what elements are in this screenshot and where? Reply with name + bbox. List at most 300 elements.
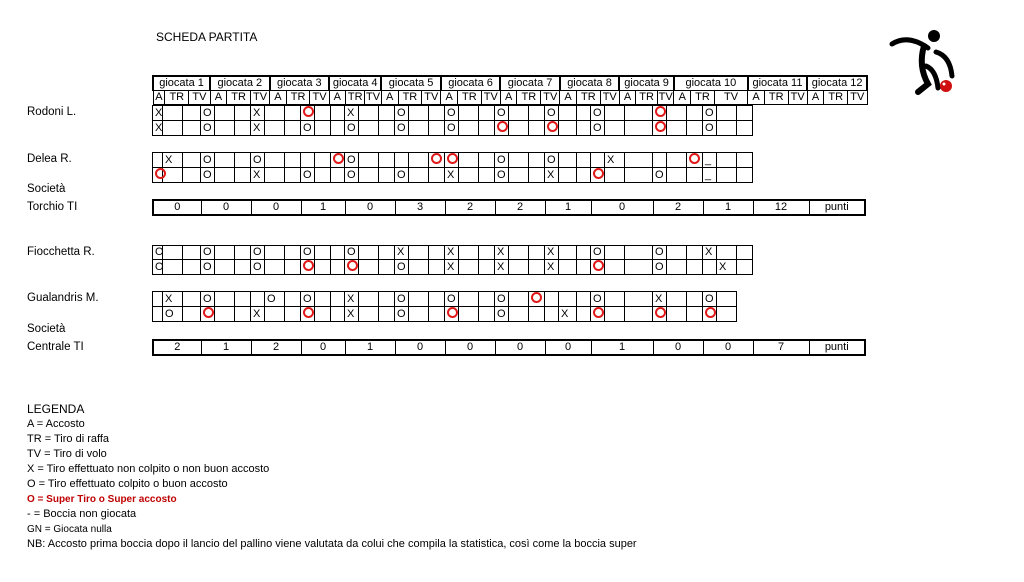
shot-cell (509, 246, 529, 260)
shot-cell (667, 106, 687, 121)
shot-cell (265, 121, 285, 136)
shot-cell (509, 153, 529, 168)
shot-mark: X (497, 260, 505, 273)
shot-row (153, 106, 753, 121)
shot-cell (409, 153, 429, 168)
super-mark (689, 153, 700, 164)
shot-cell (379, 121, 395, 136)
shot-row (153, 307, 753, 322)
shot-cell (591, 292, 605, 307)
shot-cell (667, 292, 687, 307)
shot-cell (653, 246, 667, 260)
shot-mark: O (303, 246, 312, 258)
shot-mark: X (347, 292, 355, 305)
shot-cell (479, 153, 495, 168)
shot-cell (163, 292, 183, 307)
shot-cell (559, 121, 577, 136)
shot-cell (163, 246, 183, 260)
giocata-score: 1 (345, 340, 395, 355)
shot-mark: O (497, 307, 506, 320)
shot-cell (201, 292, 215, 307)
legend-o: O = Tiro effettuato colpito o buon accosto (27, 478, 228, 490)
shot-cell (653, 153, 667, 168)
shot-mark: O (267, 292, 276, 305)
shot-cell (495, 246, 509, 260)
shot-cell (529, 307, 545, 322)
shot-cell (703, 106, 717, 121)
giocata-header: giocata 11 (748, 76, 807, 91)
shot-cell (301, 106, 315, 121)
shot-mark: O (347, 121, 356, 134)
shot-cell (509, 292, 529, 307)
shot-cell (545, 121, 559, 136)
shot-cell (183, 153, 201, 168)
shot-cell (183, 121, 201, 136)
shot-cell (479, 307, 495, 322)
shot-cell (429, 292, 445, 307)
shot-cell (235, 106, 251, 121)
shot-cell (687, 121, 703, 136)
shot-cell (429, 260, 445, 275)
shot-cell (315, 153, 331, 168)
shot-cell (625, 153, 653, 168)
shot-cell (509, 307, 529, 322)
shot-mark: O (397, 106, 406, 119)
shot-mark: O (447, 292, 456, 305)
subcol-tr: TR (457, 91, 481, 105)
giocata-score: 0 (495, 340, 545, 355)
shot-cell (605, 121, 625, 136)
shot-cell (201, 153, 215, 168)
shot-cell (153, 121, 163, 136)
shot-cell (201, 106, 215, 121)
shot-cell (559, 246, 577, 260)
shot-cell (667, 307, 687, 322)
legend (27, 402, 637, 552)
shot-mark: O (397, 121, 406, 134)
shot-cell (315, 292, 331, 307)
shot-cell (183, 246, 201, 260)
super-mark (655, 307, 666, 318)
giocata-header: giocata 7 (500, 76, 559, 91)
shot-cell (717, 292, 737, 307)
shot-mark: X (547, 168, 555, 181)
shot-cell (559, 260, 577, 275)
giocata-score: 2 (653, 200, 703, 215)
shot-cell (509, 260, 529, 275)
shot-cell (153, 168, 163, 183)
giocata-header: giocata 1 (153, 76, 210, 91)
shot-cell (445, 106, 459, 121)
shot-cell (717, 121, 737, 136)
shot-cell (495, 292, 509, 307)
super-mark (655, 106, 666, 117)
shot-cell (605, 246, 625, 260)
shot-cell (459, 121, 479, 136)
giocata-score: 1 (545, 200, 591, 215)
giocata-score: 2 (251, 340, 301, 355)
shot-cell (605, 106, 625, 121)
shot-mark: X (165, 292, 173, 305)
shot-cell (409, 246, 429, 260)
shot-cell (459, 260, 479, 275)
shot-cell (265, 246, 285, 260)
shot-cell (445, 121, 459, 136)
shot-cell (331, 168, 345, 183)
shot-mark: X (253, 106, 261, 119)
subcol-a: A (619, 91, 636, 105)
shot-cell (215, 121, 235, 136)
shot-cell (251, 106, 265, 121)
shot-cell (183, 292, 201, 307)
shot-cell (395, 121, 409, 136)
giocata-score: 0 (153, 200, 201, 215)
shot-cell (315, 260, 331, 275)
shot-cell (285, 121, 301, 136)
shot-cell (717, 246, 737, 260)
shot-cell (577, 168, 591, 183)
shot-cell (687, 307, 703, 322)
shot-cell (163, 106, 183, 121)
shot-cell (285, 292, 301, 307)
shot-cell (605, 260, 625, 275)
shot-mark: O (203, 121, 212, 134)
shot-cell (687, 153, 703, 168)
shot-cell (315, 121, 331, 136)
subcol-tr: TR (576, 91, 600, 105)
shot-cell (301, 168, 315, 183)
shot-cell (409, 121, 429, 136)
shot-cell (201, 246, 215, 260)
shot-cell (459, 153, 479, 168)
shot-mark: O (655, 168, 664, 181)
shot-cell (215, 168, 235, 183)
shot-mark: O (347, 246, 356, 258)
shot-cell (201, 168, 215, 183)
subcol-tv: TV (481, 91, 500, 105)
shot-cell (495, 168, 509, 183)
shot-mark: O (497, 153, 506, 166)
shot-cell (529, 246, 545, 260)
shot-cell (315, 168, 331, 183)
subcol-tr: TR (636, 91, 657, 105)
shot-cell (559, 168, 577, 183)
shot-cell (429, 168, 445, 183)
shot-cell (591, 168, 605, 183)
super-mark (531, 292, 542, 303)
shot-cell (409, 292, 429, 307)
giocata-header: giocata 6 (441, 76, 500, 91)
shot-cell (737, 106, 753, 121)
shot-cell (445, 168, 459, 183)
shot-cell (235, 246, 251, 260)
shot-cell (625, 168, 653, 183)
bocce-player-icon (888, 26, 962, 96)
shot-cell (153, 307, 163, 322)
shot-cell (265, 292, 285, 307)
legend-x: X = Tiro effettuato non colpito o non buon accosto (27, 463, 270, 475)
shot-cell (379, 168, 395, 183)
shot-cell (591, 246, 605, 260)
super-mark (431, 153, 442, 164)
shot-mark: O (253, 153, 262, 166)
shot-cell (251, 260, 265, 275)
shot-cell (379, 260, 395, 275)
shot-cell (301, 121, 315, 136)
shot-mark: X (607, 153, 615, 166)
shot-cell (331, 106, 345, 121)
shot-mark: O (447, 121, 456, 134)
subcol-a: A (210, 91, 227, 105)
shot-cell (409, 168, 429, 183)
shot-cell (625, 260, 653, 275)
shot-mark: O (165, 307, 174, 320)
shot-cell (577, 153, 591, 168)
shot-cell (201, 307, 215, 322)
societa-label: Società (27, 323, 66, 335)
shot-row (153, 246, 753, 260)
giocata-score: 1 (591, 340, 653, 355)
shot-mark: O (253, 260, 262, 273)
shot-cell (687, 106, 703, 121)
shot-cell (529, 260, 545, 275)
shot-cell (577, 121, 591, 136)
shot-cell (717, 168, 737, 183)
shot-cell (545, 153, 559, 168)
shot-cell (625, 246, 653, 260)
shot-cell (331, 260, 345, 275)
shot-mark: O (347, 168, 356, 181)
shot-cell (379, 153, 395, 168)
shot-row (153, 153, 753, 168)
shot-cell (215, 292, 235, 307)
shot-cell (667, 168, 687, 183)
shot-mark: X (155, 121, 163, 134)
super-mark (447, 307, 458, 318)
shot-cell (591, 121, 605, 136)
player-name: Rodoni L. (27, 106, 77, 118)
giocata-header: giocata 12 (807, 76, 867, 91)
subcol-tv: TV (848, 91, 867, 105)
shot-mark: X (397, 246, 405, 258)
shot-cell (667, 121, 687, 136)
giocata-header: giocata 4 (329, 76, 381, 91)
legend-accosto: A = Accosto (27, 418, 85, 430)
shot-mark: _ (705, 153, 712, 166)
shot-cell (479, 292, 495, 307)
shot-cell (479, 106, 495, 121)
giocate-header (152, 75, 868, 105)
shot-cell (345, 307, 359, 322)
shot-cell (345, 292, 359, 307)
shot-cell (359, 260, 379, 275)
shot-cell (605, 168, 625, 183)
shot-cell (479, 121, 495, 136)
shot-cell (717, 307, 737, 322)
subcol-tr: TR (824, 91, 848, 105)
legend-super: O = Super Tiro o Super accosto (27, 494, 177, 505)
giocata-header: giocata 8 (560, 76, 619, 91)
player-grid (152, 291, 753, 322)
shot-cell (591, 307, 605, 322)
shot-mark: X (497, 246, 505, 258)
shot-mark: O (347, 153, 356, 166)
super-mark (303, 106, 314, 117)
legend-dash: - = Boccia non giocata (27, 508, 137, 520)
shot-cell (625, 292, 653, 307)
giocata-score: 0 (591, 200, 653, 215)
giocata-score: 1 (301, 200, 345, 215)
player-grid (152, 152, 753, 183)
shot-mark: X (447, 260, 455, 273)
shot-cell (201, 121, 215, 136)
shot-cell (265, 168, 285, 183)
shot-cell (359, 121, 379, 136)
shot-cell (703, 307, 717, 322)
shot-cell (251, 246, 265, 260)
shot-mark: X (347, 307, 355, 320)
shot-cell (495, 307, 509, 322)
shot-cell (251, 153, 265, 168)
super-mark (593, 168, 604, 179)
subcol-tv: TV (714, 91, 747, 105)
shot-cell (653, 121, 667, 136)
subcol-tv: TV (600, 91, 619, 105)
shot-mark: O (593, 246, 602, 258)
giocata-score: 0 (653, 340, 703, 355)
shot-cell (183, 168, 201, 183)
shot-mark: X (705, 246, 713, 258)
shot-cell (737, 260, 753, 275)
shot-cell (395, 307, 409, 322)
shot-cell (703, 121, 717, 136)
shot-cell (235, 168, 251, 183)
shot-cell (577, 246, 591, 260)
giocata-score: 1 (703, 200, 753, 215)
shot-cell (379, 307, 395, 322)
subcol-tv: TV (658, 91, 673, 103)
super-mark (155, 168, 166, 179)
giocata-score: 2 (445, 200, 495, 215)
shot-cell (315, 307, 331, 322)
shot-cell (395, 153, 409, 168)
shot-mark: O (155, 246, 164, 258)
legend-raffa: TR = Tiro di raffa (27, 433, 110, 445)
shot-cell (215, 106, 235, 121)
player-name: Delea R. (27, 153, 72, 165)
super-mark (447, 153, 458, 164)
shot-cell (345, 168, 359, 183)
giocata-header: giocata 10 (674, 76, 748, 91)
shot-cell (559, 307, 577, 322)
giocata-score: 0 (301, 340, 345, 355)
shot-mark: O (497, 292, 506, 305)
giocata-score: 0 (251, 200, 301, 215)
shot-cell (495, 106, 509, 121)
shot-mark: O (397, 168, 406, 181)
shot-cell (653, 260, 667, 275)
shot-cell (429, 121, 445, 136)
team-name: Torchio TI (27, 201, 78, 213)
shot-cell (687, 246, 703, 260)
shot-mark: X (253, 121, 261, 134)
shot-cell (577, 292, 591, 307)
shot-cell (251, 292, 265, 307)
shot-cell (625, 307, 653, 322)
shot-row (153, 121, 753, 136)
shot-cell (379, 292, 395, 307)
shot-cell (545, 168, 559, 183)
shot-row (153, 168, 753, 183)
super-mark (547, 121, 558, 132)
shot-cell (359, 153, 379, 168)
shot-cell (331, 246, 345, 260)
legend-heading: LEGENDA (27, 402, 85, 416)
shot-mark: O (253, 246, 262, 258)
shot-cell (625, 121, 653, 136)
shot-cell (667, 246, 687, 260)
shot-mark: O (593, 106, 602, 119)
shot-cell (183, 307, 201, 322)
shot-cell (717, 106, 737, 121)
shot-cell (163, 153, 183, 168)
shot-cell (737, 246, 753, 260)
shot-cell (345, 153, 359, 168)
shot-mark: X (655, 292, 663, 305)
shot-cell (495, 153, 509, 168)
shot-cell (687, 168, 703, 183)
shot-mark: O (705, 106, 714, 119)
super-mark (705, 307, 716, 318)
super-mark (303, 307, 314, 318)
shot-cell (235, 292, 251, 307)
legend-gn: GN = Giocata nulla (27, 524, 112, 535)
subcol-tv: TV (251, 91, 270, 105)
shot-cell (591, 153, 605, 168)
shot-cell (445, 260, 459, 275)
score-row (152, 199, 866, 216)
shot-cell (153, 153, 163, 168)
shot-mark: X (561, 307, 569, 320)
shot-cell (703, 246, 717, 260)
shot-cell (153, 246, 163, 260)
shot-cell (529, 292, 545, 307)
shot-mark: O (655, 260, 664, 273)
subcol-tr: TR (398, 91, 422, 105)
shot-mark: O (593, 292, 602, 305)
shot-cell (687, 292, 703, 307)
subcol-tv: TV (310, 91, 329, 105)
shot-cell (545, 292, 559, 307)
shot-cell (265, 106, 285, 121)
shot-cell (345, 121, 359, 136)
shot-cell (653, 106, 667, 121)
shot-cell (153, 106, 163, 121)
subcol-tv: TV (366, 91, 381, 103)
shot-cell (495, 121, 509, 136)
shot-cell (379, 246, 395, 260)
subcol-tr: TR (165, 91, 189, 105)
shot-cell (717, 153, 737, 168)
shot-cell (345, 260, 359, 275)
subcol-a: A (381, 91, 398, 105)
shot-cell (737, 153, 753, 168)
subcol-tr: TR (286, 91, 310, 105)
shot-cell (409, 260, 429, 275)
shot-cell (559, 292, 577, 307)
shot-cell (201, 260, 215, 275)
team-name: Centrale TI (27, 341, 84, 353)
